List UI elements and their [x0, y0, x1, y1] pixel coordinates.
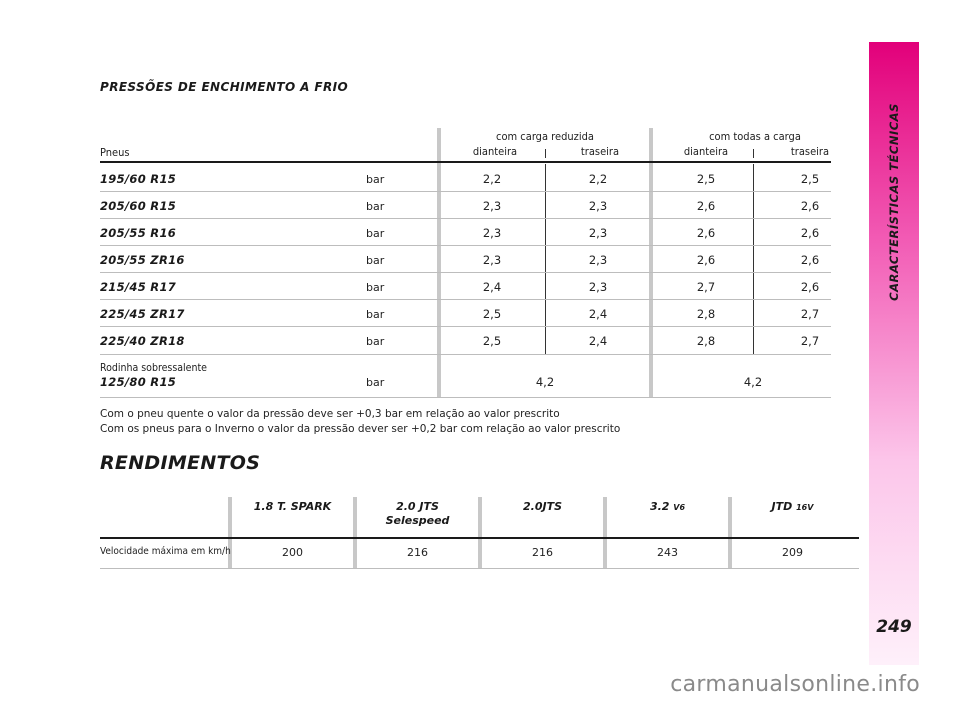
full-rear: 2,7	[800, 307, 820, 321]
full-front: 2,6	[696, 253, 716, 267]
column-separator	[437, 128, 441, 398]
tyre-size: 205/55 R16	[100, 226, 177, 240]
reduced-rear: 2,4	[588, 307, 608, 321]
reduced-rear-header: traseira	[580, 145, 620, 158]
max-speed-value: 243	[657, 546, 678, 559]
page-number: 249	[876, 617, 912, 637]
max-speed-value: 200	[282, 546, 303, 559]
unit: bar	[366, 227, 385, 240]
row-divider	[100, 299, 831, 300]
table-header-rule	[100, 537, 859, 539]
tyre-size: 205/55 ZR16	[100, 253, 185, 267]
full-front: 2,8	[696, 307, 716, 321]
column-separator	[649, 128, 653, 398]
reduced-front: 2,4	[482, 280, 502, 294]
reduced-rear: 2,3	[588, 226, 608, 240]
tyre-size: 225/45 ZR17	[100, 307, 185, 321]
section-title-text: CARACTERÍSTICAS TÉCNICAS	[887, 103, 901, 301]
unit: bar	[366, 281, 385, 294]
performance-title: RENDIMENTOS	[100, 452, 261, 474]
section-title	[869, 72, 919, 332]
full-load-value: 4,2	[743, 375, 763, 389]
reduced-rear: 2,2	[588, 172, 608, 186]
tyre-size: 215/45 R17	[100, 280, 177, 294]
reduced-front: 2,5	[482, 307, 502, 321]
tyre-size: 125/80 R15	[100, 375, 177, 389]
unit: bar	[366, 335, 385, 348]
tyre-size: 225/40 ZR18	[100, 334, 185, 348]
header-divider	[545, 149, 546, 158]
full-front: 2,6	[696, 226, 716, 240]
full-front: 2,8	[696, 334, 716, 348]
spare-label: Rodinha sobressalente	[100, 362, 207, 374]
engine-header: 2.0 JTS Selespeed	[385, 500, 450, 527]
tyre-size: 205/60 R15	[100, 199, 177, 213]
full-front: 2,7	[696, 280, 716, 294]
full-load-header: com todas a carga	[709, 130, 801, 143]
row-divider	[100, 218, 831, 219]
pressure-title: PRESSÕES DE ENCHIMENTO A FRIO	[100, 80, 349, 94]
reduced-load-header: com carga reduzida	[496, 130, 594, 143]
reduced-front: 2,2	[482, 172, 502, 186]
full-rear: 2,6	[800, 199, 820, 213]
row-divider	[100, 272, 831, 273]
table-header-rule	[100, 161, 831, 163]
full-rear: 2,6	[800, 226, 820, 240]
section-sidebar	[869, 42, 919, 665]
engine-header: 1.8 T. SPARK	[253, 500, 332, 513]
reduced-front-header: dianteira	[472, 145, 518, 158]
unit: bar	[366, 308, 385, 321]
reduced-rear: 2,3	[588, 253, 608, 267]
unit: bar	[366, 173, 385, 186]
max-speed-value: 216	[407, 546, 428, 559]
row-divider	[100, 326, 831, 327]
row-divider	[100, 191, 831, 192]
reduced-rear: 2,3	[588, 280, 608, 294]
tyre-size: 195/60 R15	[100, 172, 177, 186]
reduced-front: 2,3	[482, 226, 502, 240]
reduced-rear: 2,4	[588, 334, 608, 348]
reduced-load-value: 4,2	[535, 375, 555, 389]
full-front-header: dianteira	[683, 145, 729, 158]
tyre-column-header: Pneus	[100, 146, 130, 159]
full-rear: 2,7	[800, 334, 820, 348]
row-divider	[100, 397, 831, 398]
full-rear-header: traseira	[790, 145, 830, 158]
engine-header: 2.0JTS	[522, 500, 562, 513]
note-hot-tyre: Com o pneu quente o valor da pressão deve ser +0,3 bar em relação ao valor prescrito	[100, 408, 560, 420]
engine-header: 3.2 V6	[649, 500, 686, 513]
full-rear: 2,6	[800, 280, 820, 294]
watermark: carmanualsonline.info	[670, 672, 920, 697]
full-front: 2,6	[696, 199, 716, 213]
unit: bar	[366, 376, 385, 389]
header-divider	[753, 149, 754, 158]
reduced-front: 2,3	[482, 199, 502, 213]
max-speed-value: 216	[532, 546, 553, 559]
full-front: 2,5	[696, 172, 716, 186]
max-speed-value: 209	[782, 546, 803, 559]
row-divider	[100, 568, 859, 569]
unit: bar	[366, 200, 385, 213]
row-divider	[100, 354, 831, 355]
max-speed-label: Velocidade máxima em km/h	[100, 546, 231, 557]
engine-header: JTD 16V	[771, 500, 814, 513]
note-winter-tyre: Com os pneus para o Inverno o valor da pressão dever ser +0,2 bar com relação ao valor prescrito	[100, 423, 621, 435]
reduced-front: 2,3	[482, 253, 502, 267]
full-rear: 2,5	[800, 172, 820, 186]
reduced-rear: 2,3	[588, 199, 608, 213]
reduced-front: 2,5	[482, 334, 502, 348]
full-rear: 2,6	[800, 253, 820, 267]
row-divider	[100, 245, 831, 246]
unit: bar	[366, 254, 385, 267]
